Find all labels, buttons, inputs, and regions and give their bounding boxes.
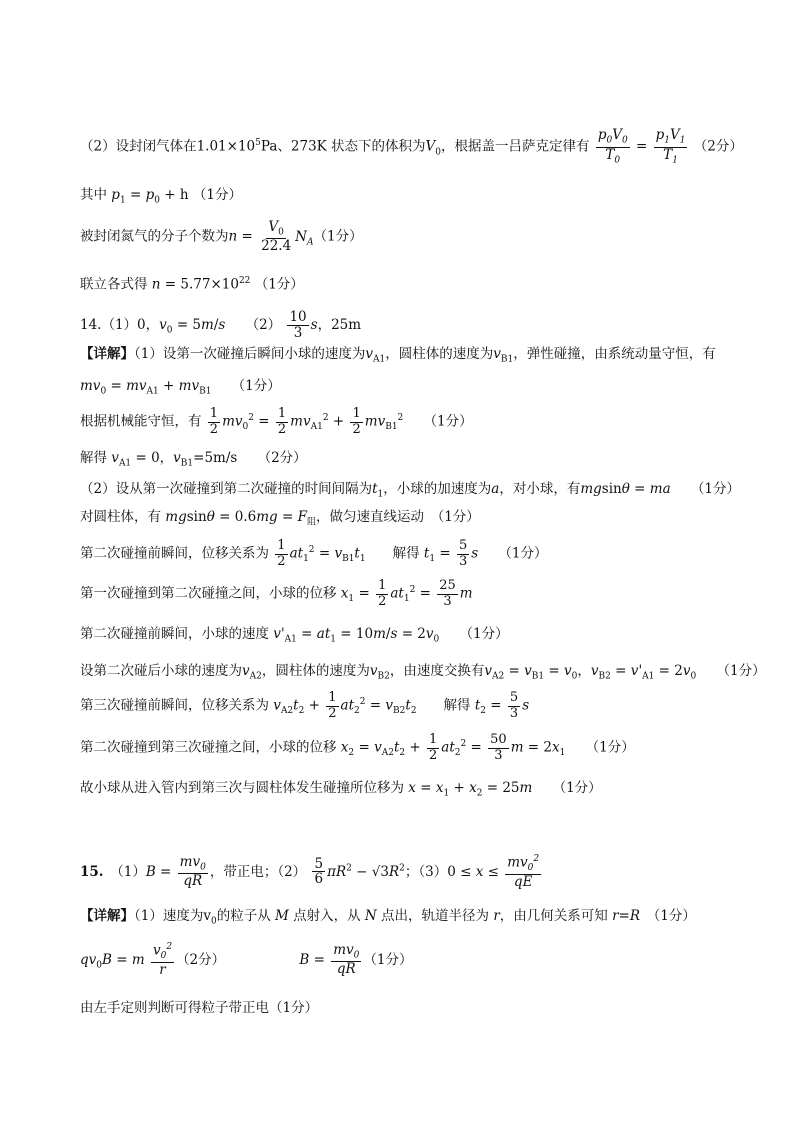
text-line: 第一次碰撞到第二次碰撞之间，小球的位移 $x_1$ = $\frac{1}{2}$ $at_1^2$ = $\frac{25}{3}$ m [80,578,473,609]
text-line: 15. （1）B = $\frac{mv_0}{qR}$ ，带正电；（2） $\frac{5}{6}$ $\pi R^2 - √3R^2$；（3）0 ≤ x ≤ $\frac{mv_0^2}{qE}$ [80,853,540,890]
text-line: 第二次碰撞到第三次碰撞之间，小球的位移 $x_2 = v_{A2}t_2$ + $\frac{1}{2}$ $at_2^2$ = $\frac{50}{3}$ $m = 2x_1$ （1分） [80,732,635,763]
text-line: 【详解】（1）设第一次碰撞后瞬间小球的速度为$v_{A1}$，圆柱体的速度为$v_{B1}$，弹性碰撞，由系统动量守恒，有 [80,346,716,365]
text-line: 设第二次碰后小球的速度为$v_{A2}$，圆柱体的速度为$v_{B2}$，由速度交换有$v_{A2} = v_{B1} = v_0$，$v_{B2} = v'_{A1} = 2v_0$ （1分） [80,663,766,682]
text-line: 解得 $v_{A1} = 0$，$v_{B1}=5m/s$ （2分） [80,450,307,469]
text-line: 由左手定则判断可得粒子带正电（1分） [80,1000,319,1016]
text-line: 根据机械能守恒，有 $\frac{1}{2}$ $mv_0^2$ = $\frac{1}{2}$ $mv_{A1}^2$ + $\frac{1}{2}$ $mv_{B1}^2$ （1分） [80,406,473,437]
text-line: 第二次碰撞前瞬间，位移关系为 $\frac{1}{2}$ $at_1^2 = v_{B1}t_1$ 解得 $t_1$ = $\frac{5}{3}$ s （1分） [80,538,548,569]
text-line: $qv_0B = m$ $\frac{v_0^2}{r}$ （2分） B = $\frac{mv_0}{qR}$ （1分） [80,941,413,978]
text-line: $mv_0 = mv_{A1} + mv_{B1}$ （1分） [80,378,281,397]
text-line: （2）设从第一次碰撞到第二次碰撞的时间间隔为$t_1$，小球的加速度为a，对小球，有mgsinθ = ma （1分） [80,481,740,500]
text-line: 故小球从进入管内到第三次与圆柱体发生碰撞所位移为 $x = x_1 + x_2 = 25m$ （1分） [80,780,602,799]
text-line: 第二次碰撞前瞬间，小球的速度 $v'_{A1} = at_1 = 10m/s = 2v_0$ （1分） [80,626,509,645]
text-line: 其中 $p_1 = p_0 + h$ （1分） [80,187,242,206]
text-line: 14.（1）0，$v_0 = 5m/s$ （2） $\frac{10}{3}$ s，25m [80,308,362,341]
line-visual: （2）设封闭气体在$1.01\times 10^5Pa$、273K 状态下的体积为$V_0$，根据盖一吕萨克定律有 $\frac{p_0V_0}{T_0}$ = $\frac{p_1V_1}{T_1}$ （2分） [80,126,743,166]
text-line: 对圆柱体，有 $mgsin\theta = 0.6mg = F_阻$，做匀速直线运动 （1分） [80,509,480,528]
text-line: 第三次碰撞前瞬间，位移关系为 $v_{A2}t_2$ + $\frac{1}{2}$ $at_2^2 = v_{B2}t_2$ 解得 $t_2$ = $\frac{5}{3}$ s [80,690,530,721]
text-line: 联立各式得 $n = 5.77\times 10^{22}$ （1分） [80,276,304,293]
text-line: 【详解】（1）速度为$v_0$的粒子从 M 点射入，从 N 点出，轨道半径为 r，由几何关系可知 r=R （1分） [80,908,696,927]
text-line [80,126,743,166]
text-line: 被封闭氮气的分子个数为n = $\frac{V_0}{22.4}$ $N_A(1$分） [80,218,363,255]
